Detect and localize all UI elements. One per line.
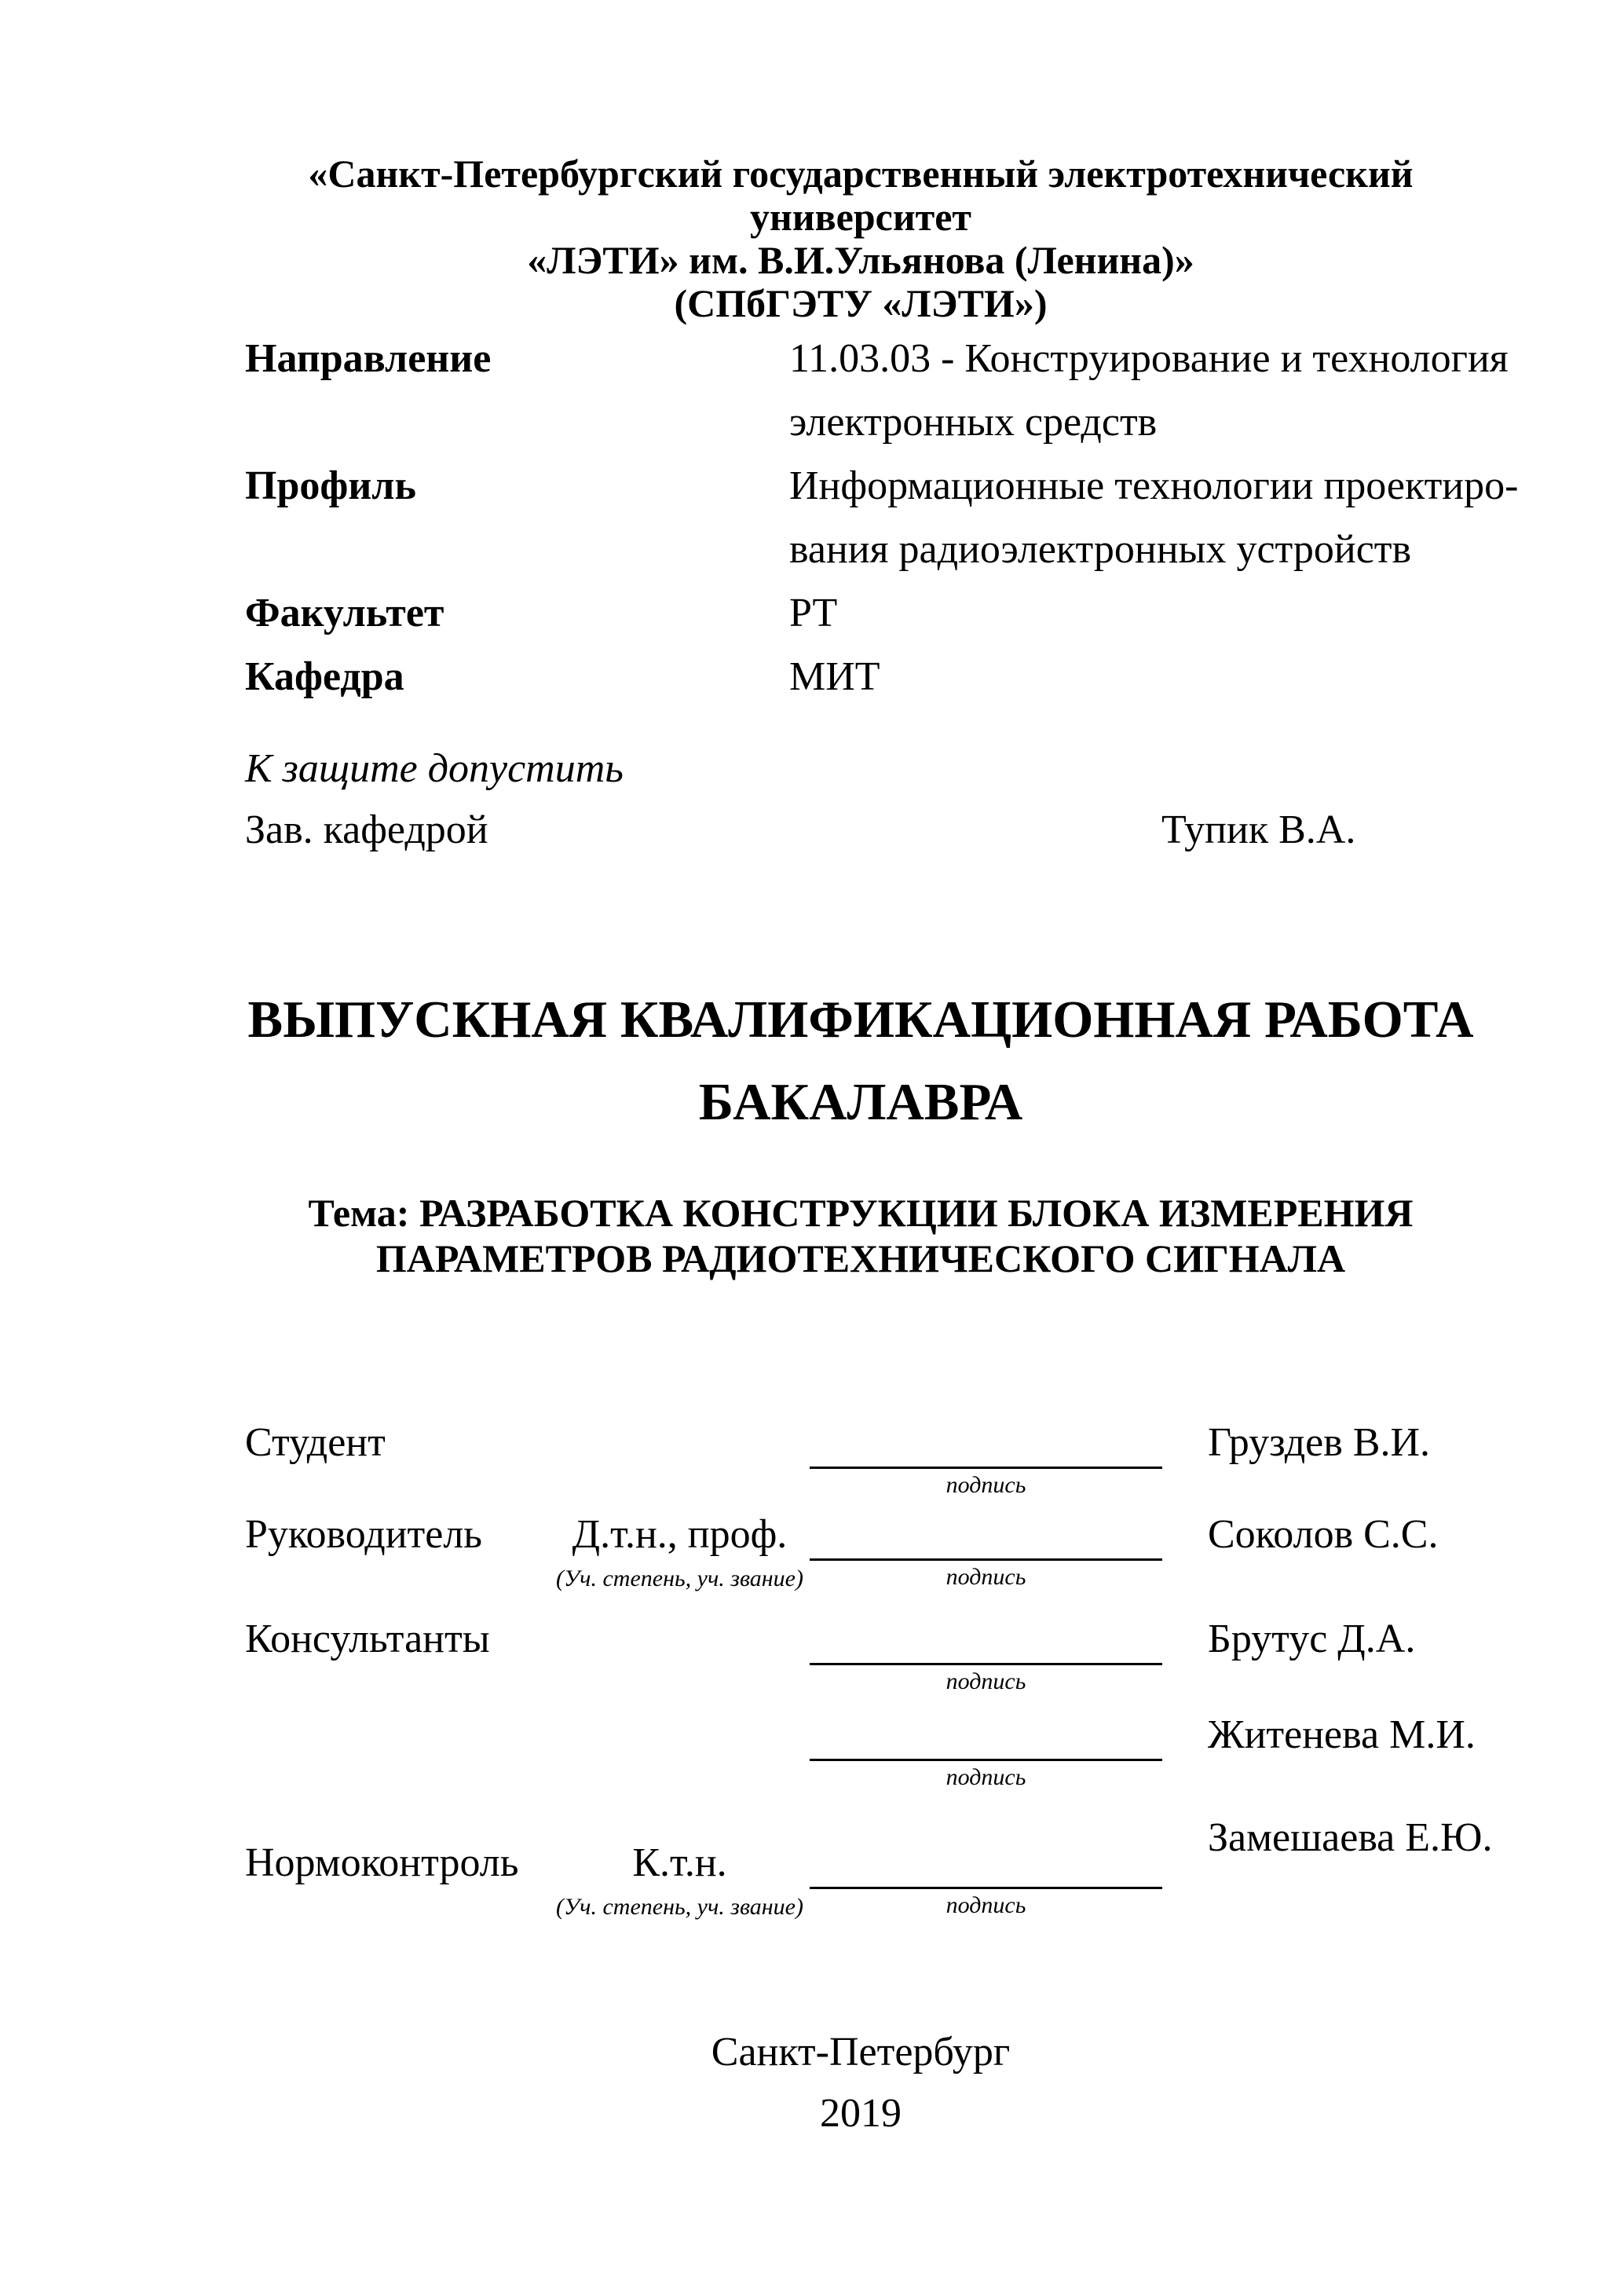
signature-row xyxy=(245,1419,1476,1521)
signature-caption: подпись xyxy=(946,1764,1026,1790)
meta-label: Факультет xyxy=(245,591,444,635)
signature-line-cell xyxy=(810,1511,1162,1591)
degree-caption: (Уч. степень, уч. звание) xyxy=(556,1894,803,1920)
footer-city: Санкт-Петербург xyxy=(711,2030,1011,2074)
work-title-line1: ВЫПУСКНАЯ КВАЛИФИКАЦИОННАЯ РАБОТА xyxy=(247,991,1474,1049)
theme-line2: ПАРАМЕТРОВ РАДИОТЕХНИЧЕСКОГО СИГНАЛА xyxy=(375,1236,1346,1280)
work-title-line2: БАКАЛАВРА xyxy=(698,1073,1023,1131)
university-name-line1: «Санкт-Петербургский государственный электротехнический университет xyxy=(308,152,1414,239)
signature-caption: подпись xyxy=(946,1472,1026,1498)
signature-line-cell xyxy=(810,1615,1162,1695)
signatory-name: Замешаева Е.Ю. xyxy=(1208,1815,1493,1860)
theme-title xyxy=(245,1190,1476,1281)
signature-line xyxy=(810,1839,1162,1889)
signature-line-cell xyxy=(810,1839,1162,1919)
work-title xyxy=(245,979,1476,1144)
signature-line xyxy=(810,1615,1162,1665)
meta-row xyxy=(245,327,1509,390)
meta-label: Направление xyxy=(245,336,492,381)
meta-label xyxy=(245,390,789,454)
degree-cell xyxy=(550,1511,810,1592)
signature-caption: подпись xyxy=(946,1564,1026,1590)
signature-row xyxy=(245,1815,1493,1941)
meta-value: Информационные технологии проектиро- xyxy=(789,463,1519,508)
signature-row xyxy=(245,1615,1476,1717)
signature-caption: подпись xyxy=(946,1668,1026,1694)
signature-role-label: Руководитель xyxy=(245,1512,482,1557)
department-head-name: Тупик В.А. xyxy=(1161,807,1356,852)
meta-row xyxy=(245,581,1476,645)
degree-text: Д.т.н., проф. xyxy=(572,1512,788,1557)
signature-role-label: Студент xyxy=(245,1420,386,1465)
degree-caption: (Уч. степень, уч. звание) xyxy=(556,1565,803,1591)
signatory-name: Житенева М.И. xyxy=(1208,1712,1476,1757)
meta-value: вания радиоэлектронных устройств xyxy=(789,527,1412,572)
meta-label: Профиль xyxy=(245,463,416,508)
signature-role-label: Консультанты xyxy=(245,1617,490,1661)
signature-row xyxy=(245,1711,1476,1813)
meta-label: Кафедра xyxy=(245,654,404,699)
signature-line xyxy=(810,1511,1162,1561)
signature-row xyxy=(245,1511,1476,1613)
footer xyxy=(245,2022,1476,2144)
signature-line-cell xyxy=(810,1419,1162,1499)
meta-value: электронных средств xyxy=(789,400,1158,445)
university-header xyxy=(245,152,1476,325)
signature-line xyxy=(810,1419,1162,1469)
signatory-name: Груздев В.И. xyxy=(1208,1420,1431,1465)
meta-value: РТ xyxy=(789,591,838,635)
signatory-name: Соколов С.С. xyxy=(1208,1512,1439,1557)
meta-row xyxy=(245,390,1476,454)
department-head-label: Зав. кафедрой xyxy=(245,807,488,852)
footer-year: 2019 xyxy=(820,2091,902,2136)
meta-value: МИТ xyxy=(789,654,880,699)
program-meta-block xyxy=(245,327,1519,709)
meta-row xyxy=(245,645,1476,709)
university-abbreviation: (СПбГЭТУ «ЛЭТИ») xyxy=(674,281,1048,325)
signature-line xyxy=(810,1711,1162,1761)
degree-text: К.т.н. xyxy=(632,1840,727,1885)
meta-row xyxy=(245,454,1519,518)
signatory-name: Брутус Д.А. xyxy=(1208,1617,1416,1661)
theme-line1: Тема: РАЗРАБОТКА КОНСТРУКЦИИ БЛОКА ИЗМЕРЕНИЯ xyxy=(308,1191,1414,1235)
signature-role-label: Нормоконтроль xyxy=(245,1840,519,1885)
department-head-row xyxy=(245,806,1476,855)
university-name-line2: «ЛЭТИ» им. В.И.Ульянова (Ленина)» xyxy=(527,238,1194,282)
admission-note: К защите допустить xyxy=(245,746,624,791)
meta-value: 11.03.03 - Конструирование и технология xyxy=(789,336,1509,381)
meta-label xyxy=(245,518,789,581)
meta-row xyxy=(245,518,1476,581)
signature-line-cell xyxy=(810,1711,1162,1791)
degree-cell xyxy=(550,1839,810,1921)
signature-caption: подпись xyxy=(946,1892,1026,1918)
